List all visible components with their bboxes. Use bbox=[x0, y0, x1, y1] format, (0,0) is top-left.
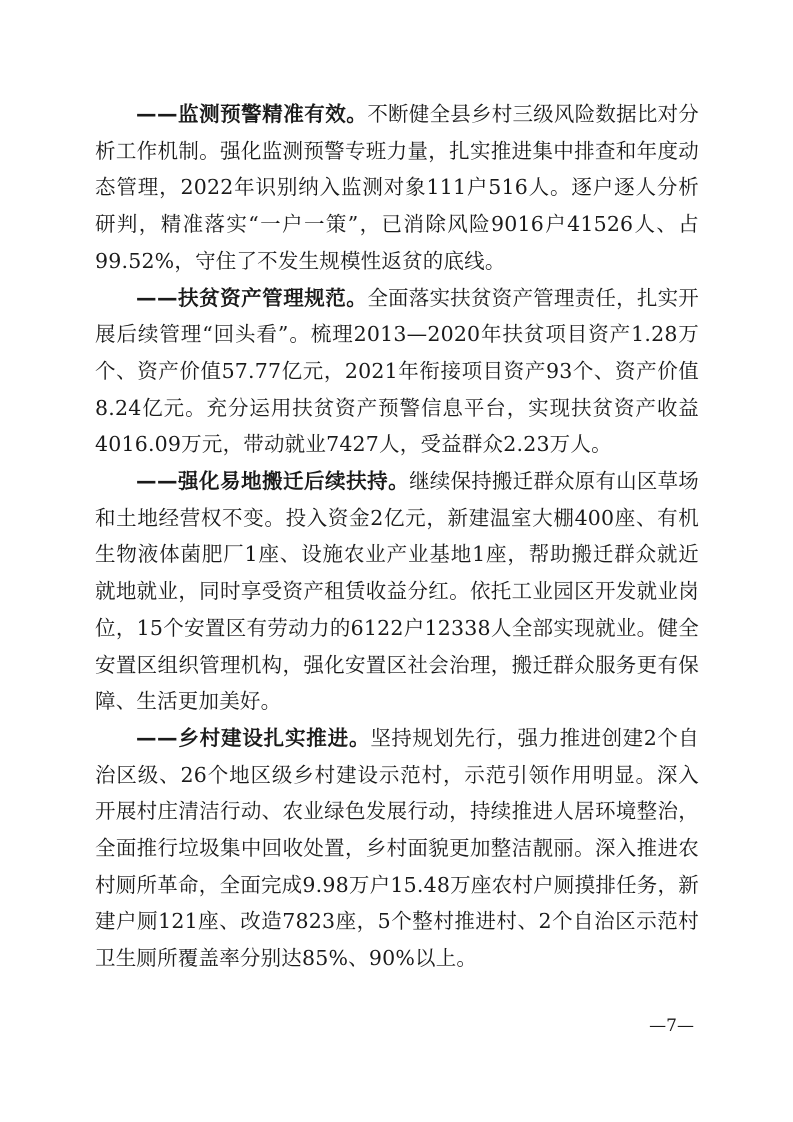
paragraph-heading: ——强化易地搬迁后续扶持。 bbox=[136, 469, 410, 494]
paragraph-relocation bbox=[95, 463, 699, 720]
document-body bbox=[95, 96, 699, 977]
paragraph-assets bbox=[95, 280, 699, 464]
paragraph-text: 全面落实扶贫资产管理责任，扎实开展后续管理“回头看”。梳理2013—2020年扶贫项目资产1.28万个、资产价值57.77亿元，2021年衔接项目资产93个、资产价值8.24亿元。充分运用扶贫资产预警信息平台，实现扶贫资产收益4016.09万元，带动就业7427人，受益群众2.23万人。 bbox=[95, 285, 700, 457]
paragraph-rural-construction bbox=[95, 720, 699, 977]
paragraph-monitoring bbox=[95, 96, 699, 280]
paragraph-text: 不断健全县乡村三级风险数据比对分析工作机制。强化监测预警专班力量，扎实推进集中排查和年度动态管理，2022年识别纳入监测对象111户516人。逐户逐人分析研判，精准落实“一户一策”，已消除风险9016户41526人、占99.52%，守住了不发生规模性返贫的底线。 bbox=[95, 102, 700, 273]
paragraph-text: 继续保持搬迁群众原有山区草场和土地经营权不变。投入资金2亿元，新建温室大棚400座、有机生物液体菌肥厂1座、设施农业产业基地1座，帮助搬迁群众就近就地就业，同时享受资产租赁收益分红。依托工业园区开发就业岗位，15个安置区有劳动力的6122户12338人全部实现就业。健全安置区组织管理机构，强化安置区社会治理，搬迁群众服务更有保障、生活更加美好。 bbox=[95, 469, 699, 714]
paragraph-heading: ——监测预警精准有效。 bbox=[136, 102, 368, 126]
paragraph-text: 坚持规划先行，强力推进创建2个自治区级、26个地区级乡村建设示范村，示范引领作用明显。深入开展村庄清洁行动、农业绿色发展行动，持续推进人居环境整治，全面推行垃圾集中回收处置，乡村面貌更加整洁靓丽。深入推进农村厕所革命，全面完成9.98万户15.48万座农村户厕摸排任务，新建户厕121座、改造7823座，5个整村推进村、2个自治区示范村卫生厕所覆盖率分别达85%、90%以上。 bbox=[95, 725, 700, 971]
paragraph-heading: ——扶贫资产管理规范。 bbox=[136, 285, 368, 310]
paragraph-heading: ——乡村建设扎实推进。 bbox=[136, 725, 371, 750]
page-number: —7— bbox=[649, 1016, 694, 1036]
